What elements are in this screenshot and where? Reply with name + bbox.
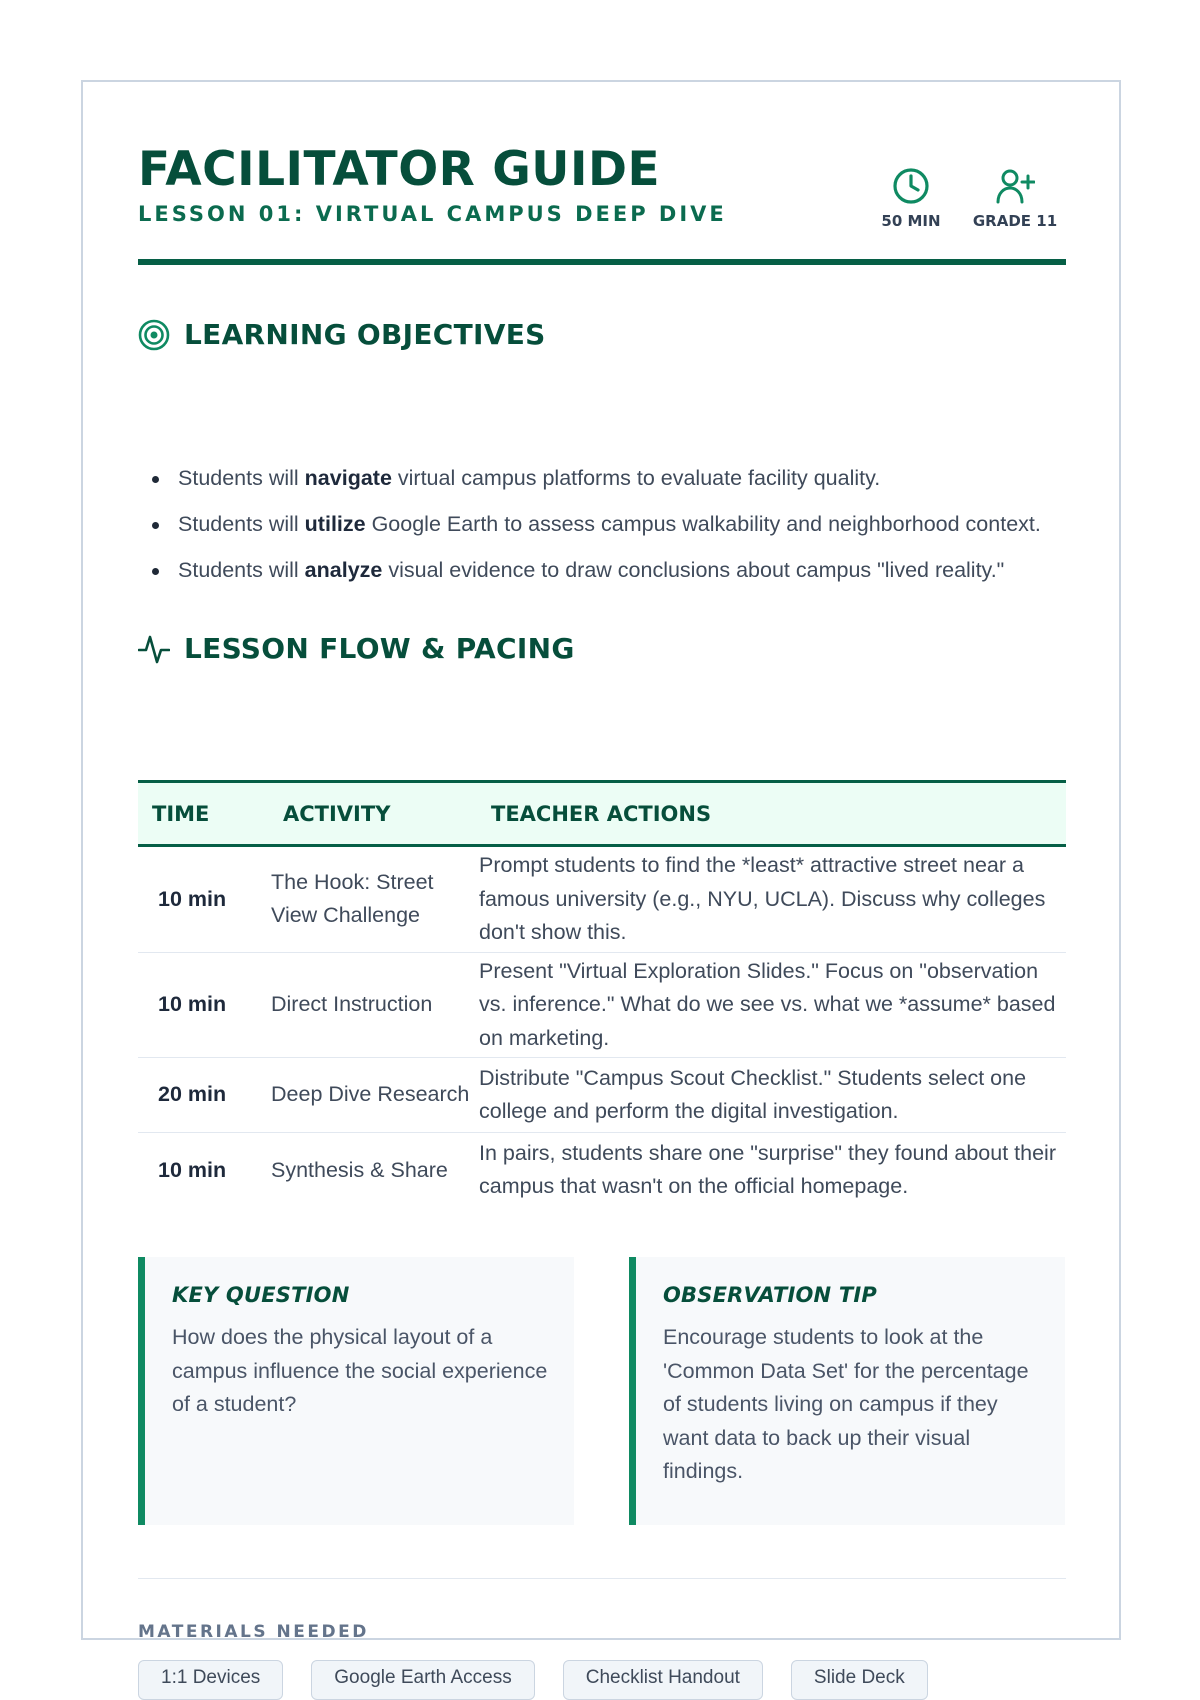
flow-heading: [138, 632, 575, 665]
observation-tip-title: OBSERVATION TIP: [663, 1283, 877, 1307]
observation-tip-callout: [629, 1257, 1065, 1525]
grade-label: GRADE 11: [972, 212, 1058, 230]
lesson-subtitle: LESSON 01: VIRTUAL CAMPUS DEEP DIVE: [138, 202, 727, 226]
facilitator-guide-page: [81, 80, 1121, 1688]
materials-list: [138, 1660, 956, 1700]
activity-cell: Direct Instruction: [261, 952, 471, 1058]
column-header-time: TIME: [138, 782, 261, 846]
activity-cell: Deep Dive Research: [261, 1058, 471, 1133]
list-item: Students will utilize Google Earth to assess campus walkability and neighborhood context.: [138, 508, 1066, 541]
material-chip: Checklist Handout: [563, 1660, 763, 1700]
lesson-flow-table: [138, 780, 1066, 1208]
time-cell: 20 min: [138, 1058, 261, 1133]
flow-heading-label: LESSON FLOW & PACING: [184, 632, 575, 665]
table-row: [138, 1133, 1066, 1208]
list-item: Students will analyze visual evidence to draw conclusions about campus "lived reality.": [138, 554, 1066, 587]
table-row: [138, 846, 1066, 953]
activity-pulse-icon: [138, 633, 170, 665]
time-cell: 10 min: [138, 846, 261, 953]
actions-cell: In pairs, students share one "surprise" they found about their campus that wasn't on the official homepage.: [479, 1140, 1056, 1199]
key-question-callout: [138, 1257, 574, 1525]
actions-cell: Distribute "Campus Scout Checklist." Students select one college and perform the digital investigation.: [471, 1058, 1066, 1133]
table-row: [138, 1058, 1066, 1133]
objectives-heading-label: LEARNING OBJECTIVES: [184, 318, 546, 351]
material-chip: 1:1 Devices: [138, 1660, 283, 1700]
material-chip: Google Earth Access: [311, 1660, 534, 1700]
add-user-icon: [995, 166, 1035, 206]
table-row: [138, 952, 1066, 1058]
duration-label: 50 MIN: [881, 212, 941, 230]
material-chip: Slide Deck: [791, 1660, 928, 1700]
target-icon: [138, 319, 170, 351]
activity-cell: Synthesis & Share: [271, 1157, 448, 1182]
time-cell: 10 min: [158, 1157, 227, 1182]
clock-icon: [891, 166, 931, 206]
observation-tip-body: Encourage students to look at the 'Common Data Set' for the percentage of students living on campus if they want data to back up their visual findings.: [663, 1325, 1029, 1483]
time-cell: 10 min: [138, 952, 261, 1058]
header-divider: [138, 259, 1066, 265]
column-header-activity: ACTIVITY: [261, 782, 471, 846]
section-divider: [138, 1578, 1066, 1579]
list-item: Students will navigate virtual campus platforms to evaluate facility quality.: [138, 462, 1066, 495]
key-question-title: KEY QUESTION: [172, 1283, 350, 1307]
actions-cell: Prompt students to find the *least* attractive street near a famous university (e.g., NYU, UCLA). Discuss why colleges don't show this.: [471, 846, 1066, 953]
key-question-body: How does the physical layout of a campus influence the social experience of a student?: [172, 1325, 548, 1416]
table-header-row: [138, 782, 1066, 846]
column-header-actions: TEACHER ACTIONS: [471, 782, 1066, 846]
actions-cell: Present "Virtual Exploration Slides." Focus on "observation vs. inference." What do we see vs. what we *assume* based on marketing.: [471, 952, 1066, 1058]
activity-cell: The Hook: Street View Challenge: [261, 846, 471, 953]
objectives-list: [138, 462, 1066, 600]
page-title: FACILITATOR GUIDE: [138, 142, 661, 197]
objectives-heading: [138, 318, 546, 351]
grade-badge: [961, 166, 1069, 230]
materials-heading: MATERIALS NEEDED: [138, 1622, 369, 1642]
duration-badge: [866, 166, 956, 230]
